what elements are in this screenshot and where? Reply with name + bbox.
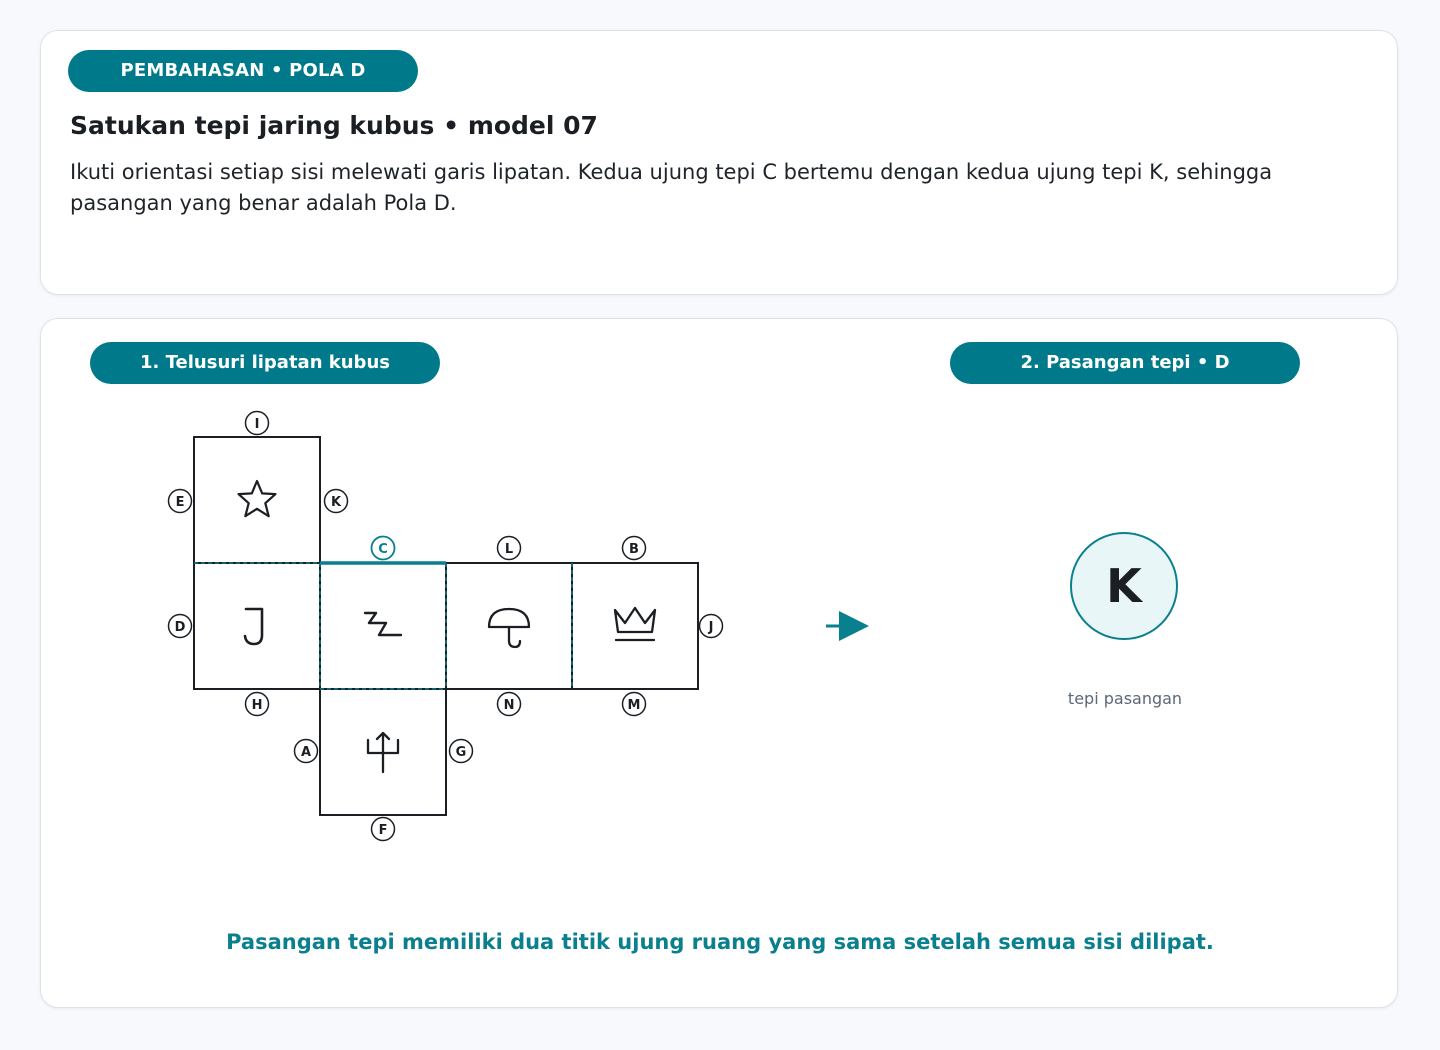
edge-label-g — [450, 740, 473, 763]
summary-note: Pasangan tepi memiliki dua titik ujung ruang yang sama setelah semua sisi dilipat. — [226, 930, 1214, 954]
edge-label-d — [169, 615, 192, 638]
trident-icon — [368, 733, 398, 772]
edge-label-text: G — [455, 745, 467, 760]
edge-label-text: M — [627, 698, 641, 713]
edge-label-a — [295, 740, 318, 763]
page-title: Satukan tepi jaring kubus • model 07 — [70, 111, 598, 140]
cube-net-diagram — [41, 319, 1399, 1009]
edge-label-text: C — [378, 542, 388, 557]
face-right-2 — [572, 563, 698, 689]
edge-label-text: I — [254, 417, 260, 432]
edge-label-text: J — [708, 620, 714, 635]
edge-label-n — [498, 693, 521, 716]
edge-label-j — [700, 615, 723, 638]
explanation-badge: PEMBAHASAN • POLA D — [68, 50, 418, 92]
edge-label-text: N — [503, 698, 515, 713]
edge-label-text: B — [629, 542, 639, 557]
edge-label-m — [623, 693, 646, 716]
explanation-card — [40, 30, 1398, 295]
edge-label-h — [246, 693, 269, 716]
edge-label-e — [169, 490, 192, 513]
step-2-label: 2. Pasangan tepi • D — [950, 342, 1300, 384]
edge-label-text: K — [330, 495, 342, 510]
face-top — [194, 437, 320, 563]
edge-label-text: D — [174, 620, 186, 635]
edge-label-b — [623, 537, 646, 560]
face-left — [194, 563, 320, 689]
zigzag-icon — [365, 613, 401, 635]
crown-icon — [615, 608, 655, 640]
edge-label-text: A — [300, 745, 312, 760]
edge-label-text: F — [378, 823, 388, 838]
star-icon — [239, 481, 276, 516]
edge-label-i — [246, 412, 269, 435]
edge-label-text: H — [251, 698, 263, 713]
edge-label-f — [372, 818, 395, 841]
edge-label-text: L — [504, 542, 514, 557]
edge-label-l — [498, 537, 521, 560]
umbrella-icon — [489, 609, 529, 647]
edge-label-text: E — [175, 495, 185, 510]
hook-j-icon — [245, 609, 262, 644]
answer-edge-badge: K — [1070, 532, 1178, 640]
edge-label-c — [372, 537, 395, 560]
solution-card — [40, 318, 1398, 1008]
explanation-text: Ikuti orientasi setiap sisi melewati garis lipatan. Kedua ujung tepi C bertemu dengan kedua ujung tepi K, sehingga pasangan yang benar adalah Pola D. — [70, 160, 1273, 215]
step-1-label: 1. Telusuri lipatan kubus — [90, 342, 440, 384]
answer-caption: tepi pasangan — [1067, 689, 1183, 708]
edge-label-k — [325, 490, 348, 513]
